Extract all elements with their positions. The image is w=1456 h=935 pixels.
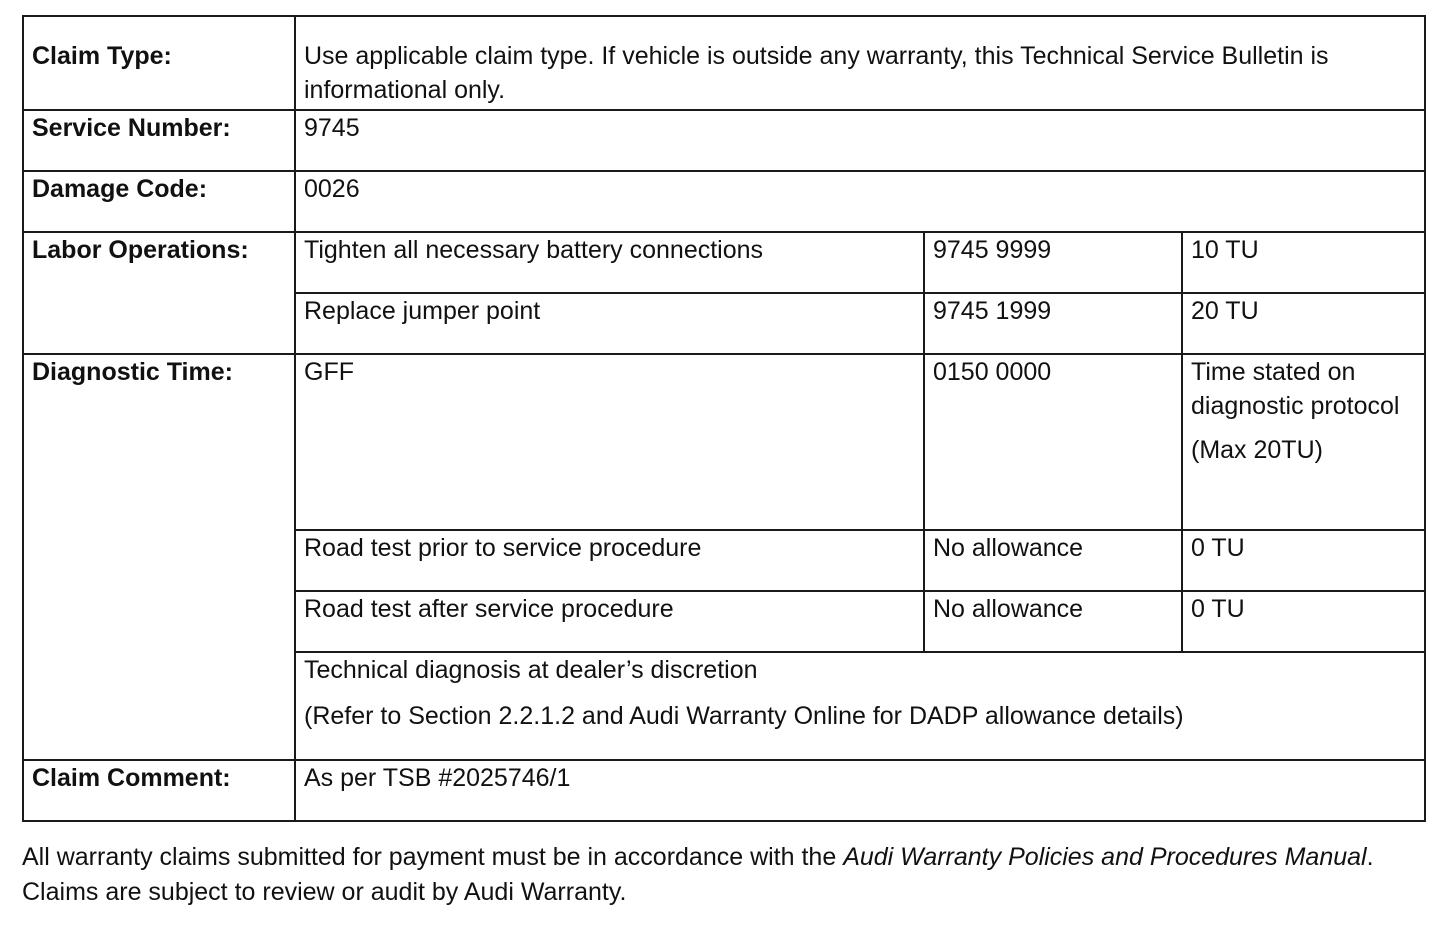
claim-comment-row xyxy=(23,760,1425,821)
service-number-row xyxy=(23,110,1425,171)
labor-operation-description: Tighten all necessary battery connections xyxy=(295,232,924,293)
footer-text-before: All warranty claims submitted for payment must be in accordance with the xyxy=(22,843,844,871)
diagnostic-gff-row xyxy=(23,354,1425,530)
road-test-time: 0 TU xyxy=(1182,591,1425,652)
warranty-table xyxy=(22,15,1426,822)
claim-comment-value: As per TSB #2025746/1 xyxy=(295,760,1425,821)
footer-text-after: . Claims are subject to review or audit by Audi Warranty. xyxy=(22,843,1374,906)
labor-operation-row xyxy=(23,232,1425,293)
technical-diagnosis-note: (Refer to Section 2.2.1.2 and Audi Warranty Online for DADP allowance details) xyxy=(304,702,1184,730)
road-test-description: Road test after service procedure xyxy=(295,591,924,652)
labor-operation-time: 10 TU xyxy=(1182,232,1425,293)
road-test-code: No allowance xyxy=(924,591,1182,652)
labor-operation-description: Replace jumper point xyxy=(295,293,924,354)
diagnostic-gff-time: Time stated on diagnostic protocol xyxy=(1191,358,1400,420)
road-test-code: No allowance xyxy=(924,530,1182,591)
labor-operation-code: 9745 1999 xyxy=(924,293,1182,354)
diagnostic-gff-code: 0150 0000 xyxy=(924,354,1182,530)
technical-diagnosis-cell xyxy=(295,652,1425,760)
service-number-value: 9745 xyxy=(295,110,1425,171)
diagnostic-gff-time-note: (Max 20TU) xyxy=(1191,436,1323,464)
road-test-time: 0 TU xyxy=(1182,530,1425,591)
claim-type-value: Use applicable claim type. If vehicle is outside any warranty, this Technical Service Bulletin is informational only. xyxy=(295,16,1425,110)
diagnostic-time-label: Diagnostic Time: xyxy=(23,354,295,760)
labor-operation-code: 9745 9999 xyxy=(924,232,1182,293)
footer-manual-name: Audi Warranty Policies and Procedures Manual xyxy=(843,843,1367,871)
road-test-description: Road test prior to service procedure xyxy=(295,530,924,591)
warranty-document xyxy=(22,15,1424,935)
damage-code-row xyxy=(23,171,1425,232)
claim-type-label: Claim Type: xyxy=(23,16,295,110)
damage-code-label: Damage Code: xyxy=(23,171,295,232)
claim-type-row xyxy=(23,16,1425,110)
service-number-label: Service Number: xyxy=(23,110,295,171)
claim-comment-label: Claim Comment: xyxy=(23,760,295,821)
labor-operation-time: 20 TU xyxy=(1182,293,1425,354)
damage-code-value: 0026 xyxy=(295,171,1425,232)
technical-diagnosis-text: Technical diagnosis at dealer’s discretion xyxy=(304,656,758,684)
diagnostic-gff-time-cell xyxy=(1182,354,1425,530)
warranty-footer-note xyxy=(22,840,1424,910)
labor-operations-label: Labor Operations: xyxy=(23,232,295,354)
diagnostic-gff-description: GFF xyxy=(295,354,924,530)
